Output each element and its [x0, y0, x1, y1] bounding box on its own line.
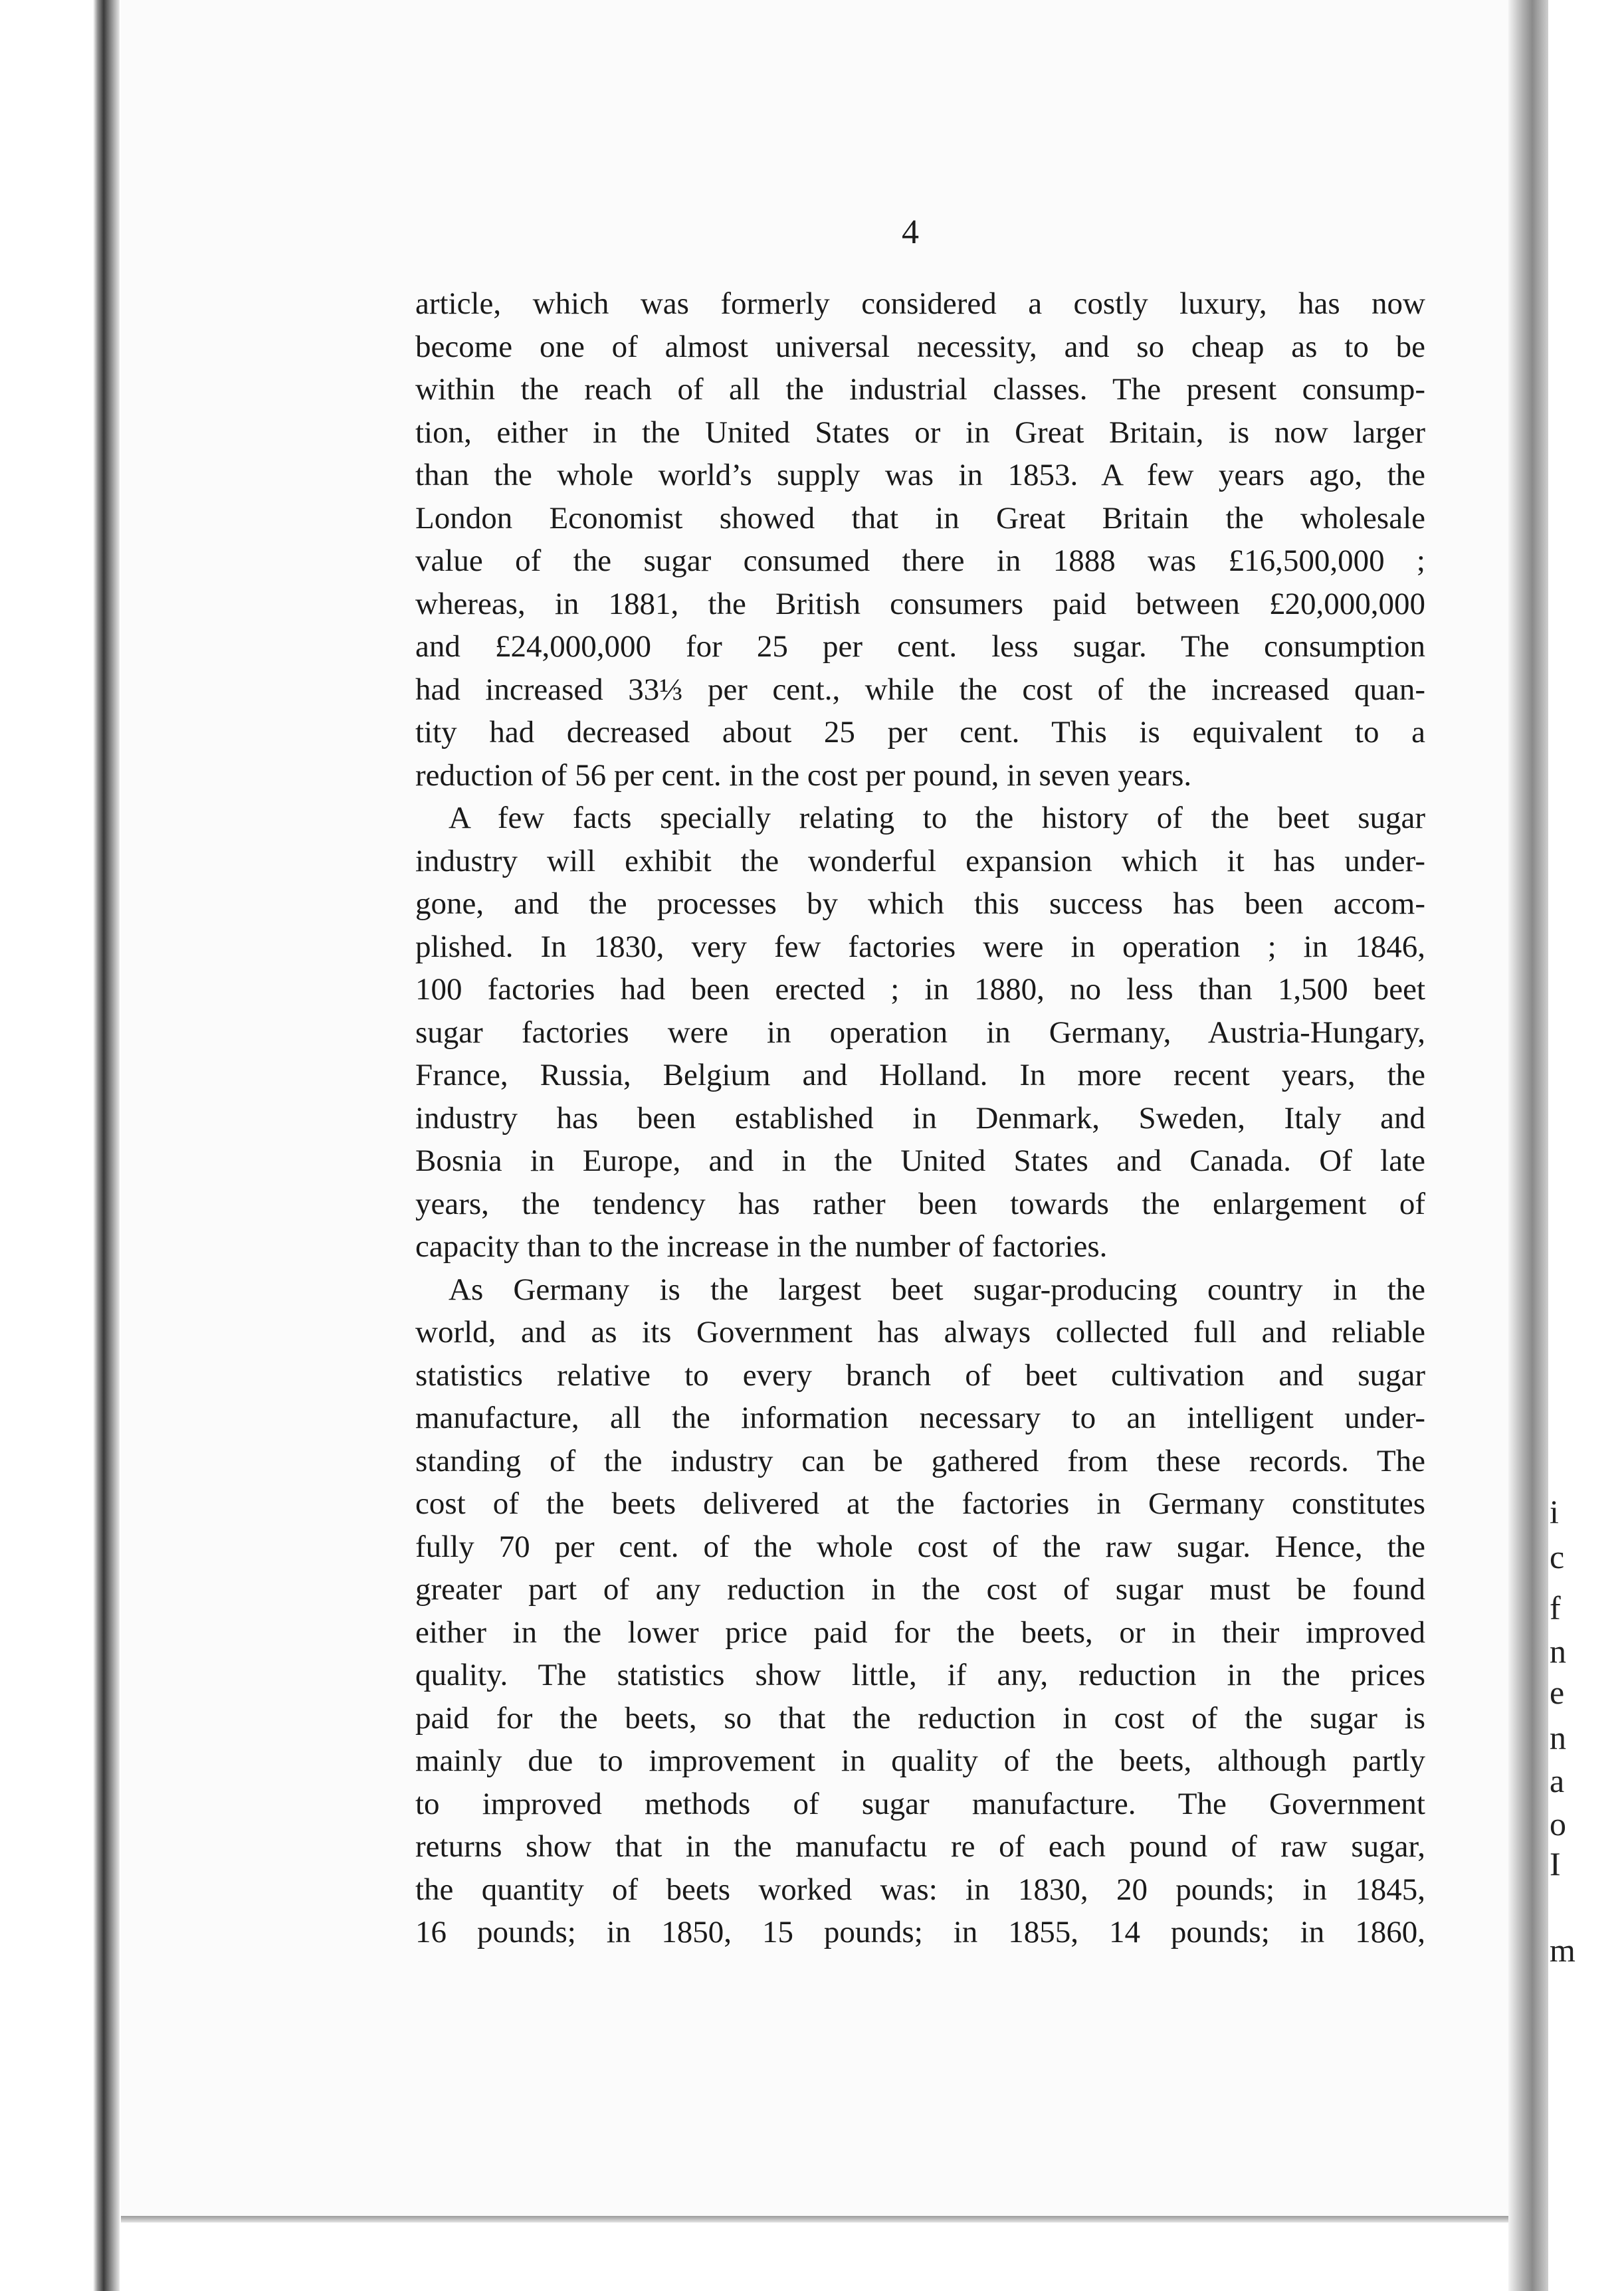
text-line: fully 70 per cent. of the whole cost of the raw sugar. Hence, the [415, 1529, 1425, 1564]
adjacent-page-letter: f [1550, 1589, 1561, 1627]
text-line: plished. In 1830, very few factories were in operation ; in 1846, [415, 929, 1425, 964]
adjacent-page-letter: c [1550, 1538, 1565, 1575]
text-line: A few facts specially relating to the history of the beet sugar [449, 801, 1425, 835]
text-line: industry has been established in Denmark, Sweden, Italy and [415, 1100, 1425, 1136]
adjacent-page-letter: i [1550, 1493, 1559, 1530]
text-line: quality. The statistics show little, if any, reduction in the prices [415, 1658, 1425, 1692]
text-line: value of the sugar consumed there in 1888 was £16,500,000 ; [415, 544, 1425, 578]
text-line: whereas, in 1881, the British consumers paid between £20,000,000 [415, 586, 1425, 621]
page-number: 4 [902, 213, 919, 251]
text-line: article, which was formerly considered a costly luxury, has now [415, 286, 1425, 321]
text-line: either in the lower price paid for the beets, or in their improved [415, 1615, 1425, 1650]
adjacent-page-edge [1548, 0, 1624, 2291]
book-spine-shadow [93, 0, 120, 2291]
page-fore-edge-shadow [1508, 0, 1548, 2291]
text-line: manufacture, all the information necessary to an intelligent under- [415, 1401, 1425, 1435]
text-line: sugar factories were in operation in Germany, Austria-Hungary, [415, 1015, 1425, 1050]
text-line: Bosnia in Europe, and in the United States and Canada. Of late [415, 1144, 1425, 1178]
text-line: returns show that in the manufactu re of each pound of raw sugar, [415, 1829, 1425, 1864]
text-line: cost of the beets delivered at the factories in Germany constitutes [415, 1486, 1425, 1521]
text-line: As Germany is the largest beet sugar-producing country in the [449, 1272, 1425, 1307]
adjacent-page-letter: e [1550, 1674, 1565, 1711]
adjacent-page-letter: n [1550, 1633, 1566, 1670]
text-line: years, the tendency has rather been towards the enlargement of [415, 1186, 1425, 1221]
text-line: gone, and the processes by which this success has been accom- [415, 886, 1425, 921]
text-line: London Economist showed that in Great Britain the wholesale [415, 500, 1425, 536]
text-line: capacity than to the increase in the number of factories. [415, 1229, 1108, 1264]
text-line: France, Russia, Belgium and Holland. In more recent years, the [415, 1058, 1425, 1092]
text-line: 100 factories had been erected ; in 1880, no less than 1,500 beet [415, 972, 1425, 1007]
text-line: to improved methods of sugar manufacture. The Government [415, 1786, 1425, 1821]
text-line: world, and as its Government has always collected full and reliable [415, 1315, 1425, 1349]
page-bottom-edge [121, 2216, 1536, 2223]
text-line: statistics relative to every branch of beet cultivation and sugar [415, 1357, 1425, 1393]
text-line: industry will exhibit the wonderful expansion which it has under- [415, 843, 1425, 878]
text-line: paid for the beets, so that the reduction in cost of the sugar is [415, 1700, 1425, 1736]
text-line: 16 pounds; in 1850, 15 pounds; in 1855, 14 pounds; in 1860, [415, 1915, 1425, 1949]
adjacent-page-letter: I [1550, 1845, 1561, 1882]
text-line: mainly due to improvement in quality of the beets, although partly [415, 1743, 1425, 1778]
adjacent-page-letter: o [1550, 1805, 1566, 1843]
text-line: become one of almost universal necessity, and so cheap as to be [415, 329, 1425, 364]
adjacent-page-letter: n [1550, 1719, 1566, 1756]
text-line: tion, either in the United States or in Great Britain, is now larger [415, 415, 1425, 450]
text-line: the quantity of beets worked was: in 1830, 20 pounds; in 1845, [415, 1872, 1425, 1907]
text-line: tity had decreased about 25 per cent. This is equivalent to a [415, 715, 1425, 749]
adjacent-page-letter: m [1550, 1932, 1575, 1969]
body-text [415, 282, 1425, 1954]
text-line: and £24,000,000 for 25 per cent. less sugar. The consumption [415, 629, 1425, 664]
text-line: than the whole world’s supply was in 1853. A few years ago, the [415, 458, 1425, 492]
text-line: reduction of 56 per cent. in the cost per pound, in seven years. [415, 757, 1192, 793]
adjacent-page-letter: a [1550, 1762, 1565, 1799]
text-line: greater part of any reduction in the cost of sugar must be found [415, 1572, 1425, 1607]
text-line: within the reach of all the industrial classes. The present consump- [415, 372, 1425, 407]
text-line: standing of the industry can be gathered from these records. The [415, 1443, 1425, 1478]
text-line: had increased 33⅓ per cent., while the cost of the increased quan- [415, 672, 1425, 707]
